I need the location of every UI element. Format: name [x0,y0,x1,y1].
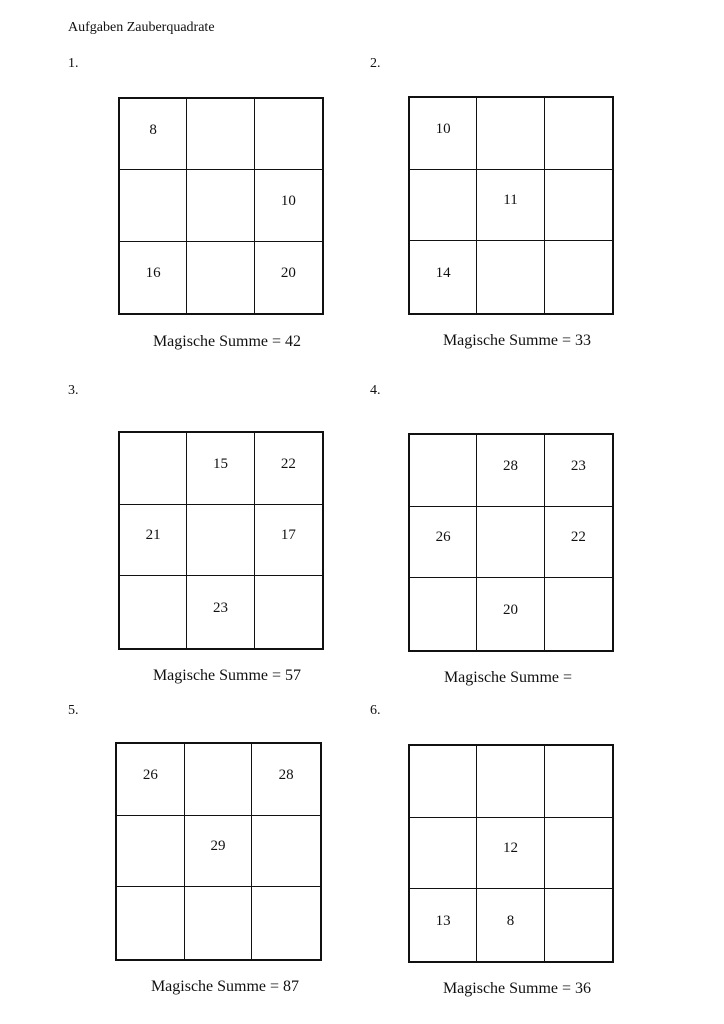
magic-sum-label: Magische Summe = 33 [442,332,592,349]
magic-square-2 [408,96,614,315]
magic-square-1 [118,97,324,315]
grid-cell: 20 [477,578,544,650]
grid-cell [545,578,612,650]
grid-cell: 8 [477,889,544,961]
grid-cell: 12 [477,818,544,890]
grid-cell: 16 [120,242,187,313]
worksheet-title: Aufgaben Zauberquadrate [68,20,215,35]
grid-cell [477,507,544,579]
grid-cell [185,744,253,816]
puzzle-number: 3. [68,383,79,398]
grid-cell: 10 [410,98,477,170]
grid-cell [545,818,612,890]
magic-sum-label: Magische Summe = 36 [442,980,592,997]
magic-square-3 [118,431,324,650]
grid-cell: 15 [187,433,254,505]
grid-cell: 20 [280,264,296,281]
grid-cell [120,433,187,505]
grid-cell [187,505,254,577]
magic-square-4 [408,433,614,652]
grid-cell [545,241,612,313]
grid-cell: 13 [410,889,477,961]
magic-square-5 [115,742,322,961]
grid-cell [252,816,320,888]
grid-cell: 23 [545,435,612,507]
grid-cell [117,887,185,959]
grid-cell: 10 [255,170,322,241]
grid-cell [477,98,544,170]
grid-cell: 29 [185,816,253,888]
puzzle-number: 5. [68,703,79,718]
grid-cell: 28 [477,435,544,507]
grid-cell [410,818,477,890]
grid-cell [477,241,544,313]
grid-cell: 8 [120,99,187,170]
grid-cell: 11 [477,170,544,242]
grid-cell: 21 [120,505,187,577]
magic-square-6 [408,744,614,963]
grid-cell [410,170,477,242]
grid-cell [120,170,187,241]
grid-cell [187,242,254,313]
puzzle-number: 4. [370,383,381,398]
magic-sum-label: Magische Summe = [443,669,573,686]
grid-cell [410,746,477,818]
grid-cell [120,576,187,648]
grid-cell [545,889,612,961]
grid-cell: 22 [255,433,322,505]
grid-cell: 14 [410,241,477,313]
puzzle-number: 1. [68,56,79,71]
grid-cell [477,746,544,818]
puzzle-number: 2. [370,56,381,71]
grid-cell: 17 [255,505,322,577]
grid-cell [410,578,477,650]
grid-cell: 22 [545,507,612,579]
grid-cell: 28 [252,744,320,816]
grid-cell [545,746,612,818]
grid-cell [187,170,254,241]
grid-cell [545,170,612,242]
magic-sum-label: Magische Summe = 57 [152,667,302,684]
grid-cell [255,576,322,648]
grid-cell: 23 [187,576,254,648]
puzzle-number: 6. [370,703,381,718]
grid-cell [187,99,254,170]
grid-cell [185,887,253,959]
grid-cell [410,435,477,507]
grid-cell [117,816,185,888]
grid-cell [545,98,612,170]
grid-cell [252,887,320,959]
grid-cell: 26 [117,744,185,816]
magic-sum-label: Magische Summe = 87 [150,978,300,995]
grid-cell: 26 [410,507,477,579]
grid-cell [255,99,322,170]
magic-sum-label: Magische Summe = 42 [152,333,302,350]
